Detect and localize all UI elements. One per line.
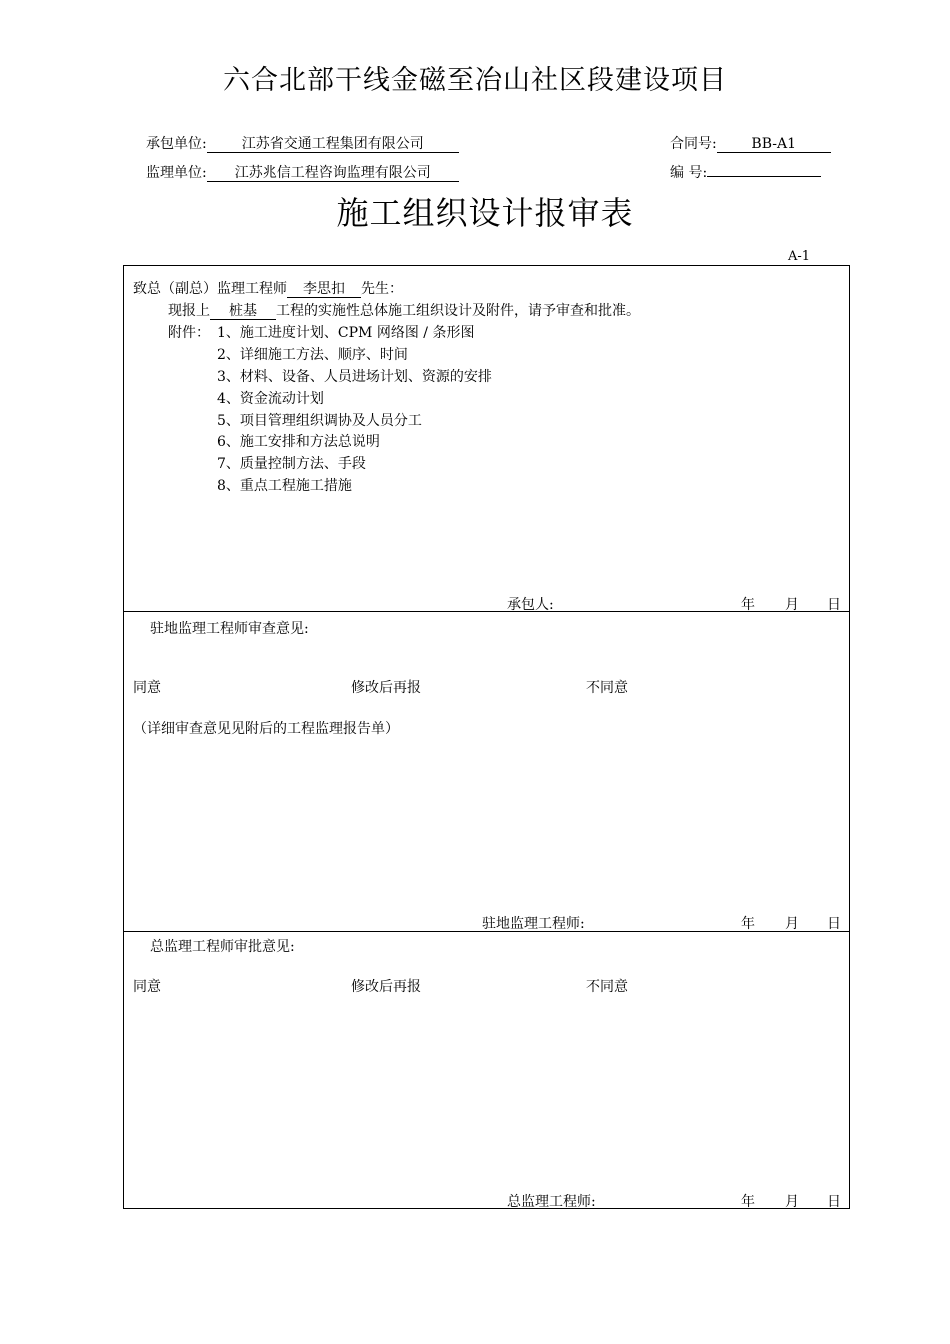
chief-engineer-title: 总监理工程师审批意见: <box>150 939 295 955</box>
addressee-prefix: 致总（副总）监理工程师 <box>133 281 287 297</box>
attachment-item: 5、项目管理组织调协及人员分工 <box>217 413 422 429</box>
date-day: 日 <box>827 916 841 932</box>
project-name: 桩基 <box>210 303 276 320</box>
body-prefix: 现报上 <box>168 303 210 319</box>
date-day: 日 <box>827 1194 841 1210</box>
attachment-item: 3、材料、设备、人员进场计划、资源的安排 <box>217 369 492 385</box>
attachment-item: 6、施工安排和方法总说明 <box>217 434 380 450</box>
addressee-suffix: 先生： <box>361 281 403 297</box>
submission-line <box>168 300 640 320</box>
option-disagree: 不同意 <box>586 680 628 696</box>
date-year: 年 <box>741 916 755 932</box>
contract-no-label: 合同号: <box>670 136 717 152</box>
attachment-item: 2、详细施工方法、顺序、时间 <box>217 347 408 363</box>
addressee-line <box>133 278 403 298</box>
contract-no-value: BB-A1 <box>717 136 831 153</box>
date-month: 月 <box>785 597 799 613</box>
date-month: 月 <box>785 1194 799 1210</box>
form-code: A-1 <box>788 249 811 264</box>
supervisor-row <box>146 162 459 182</box>
date-year: 年 <box>741 597 755 613</box>
resident-engineer-title: 驻地监理工程师审查意见: <box>150 621 309 637</box>
contract-no-row <box>670 133 831 153</box>
attachments-label: 附件： <box>168 325 210 341</box>
resident-engineer-signer-label: 驻地监理工程师: <box>482 916 585 932</box>
option-disagree: 不同意 <box>586 979 628 995</box>
divider <box>124 931 849 932</box>
form-table <box>123 265 850 1209</box>
project-title: 六合北部干线金磁至冶山社区段建设项目 <box>223 65 727 96</box>
date-year: 年 <box>741 1194 755 1210</box>
divider <box>124 611 849 612</box>
attachment-item: 1、施工进度计划、CPM 网络图 / 条形图 <box>217 325 475 341</box>
serial-no-value <box>707 176 821 177</box>
serial-no-label: 编 号: <box>670 165 708 181</box>
attachment-item: 4、资金流动计划 <box>217 391 324 407</box>
supervisor-label: 监理单位: <box>146 165 207 181</box>
engineer-name: 李思扣 <box>287 281 361 298</box>
review-note: （详细审查意见见附后的工程监理报告单） <box>133 721 399 737</box>
option-revise: 修改后再报 <box>351 680 421 696</box>
contractor-value: 江苏省交通工程集团有限公司 <box>207 136 459 153</box>
date-day: 日 <box>827 597 841 613</box>
contractor-signer-label: 承包人: <box>507 597 554 613</box>
serial-no-row <box>670 162 821 182</box>
option-agree: 同意 <box>133 979 161 995</box>
attachment-item: 8、重点工程施工措施 <box>217 478 352 494</box>
contractor-label: 承包单位: <box>146 136 207 152</box>
option-revise: 修改后再报 <box>351 979 421 995</box>
chief-engineer-signer-label: 总监理工程师: <box>507 1194 596 1210</box>
date-month: 月 <box>785 916 799 932</box>
option-agree: 同意 <box>133 680 161 696</box>
contractor-row <box>146 133 459 153</box>
supervisor-value: 江苏兆信工程咨询监理有限公司 <box>207 165 459 182</box>
body-suffix: 工程的实施性总体施工组织设计及附件，请予审查和批准。 <box>276 303 640 319</box>
attachment-item: 7、质量控制方法、手段 <box>217 456 366 472</box>
form-title: 施工组织设计报审表 <box>336 194 634 232</box>
